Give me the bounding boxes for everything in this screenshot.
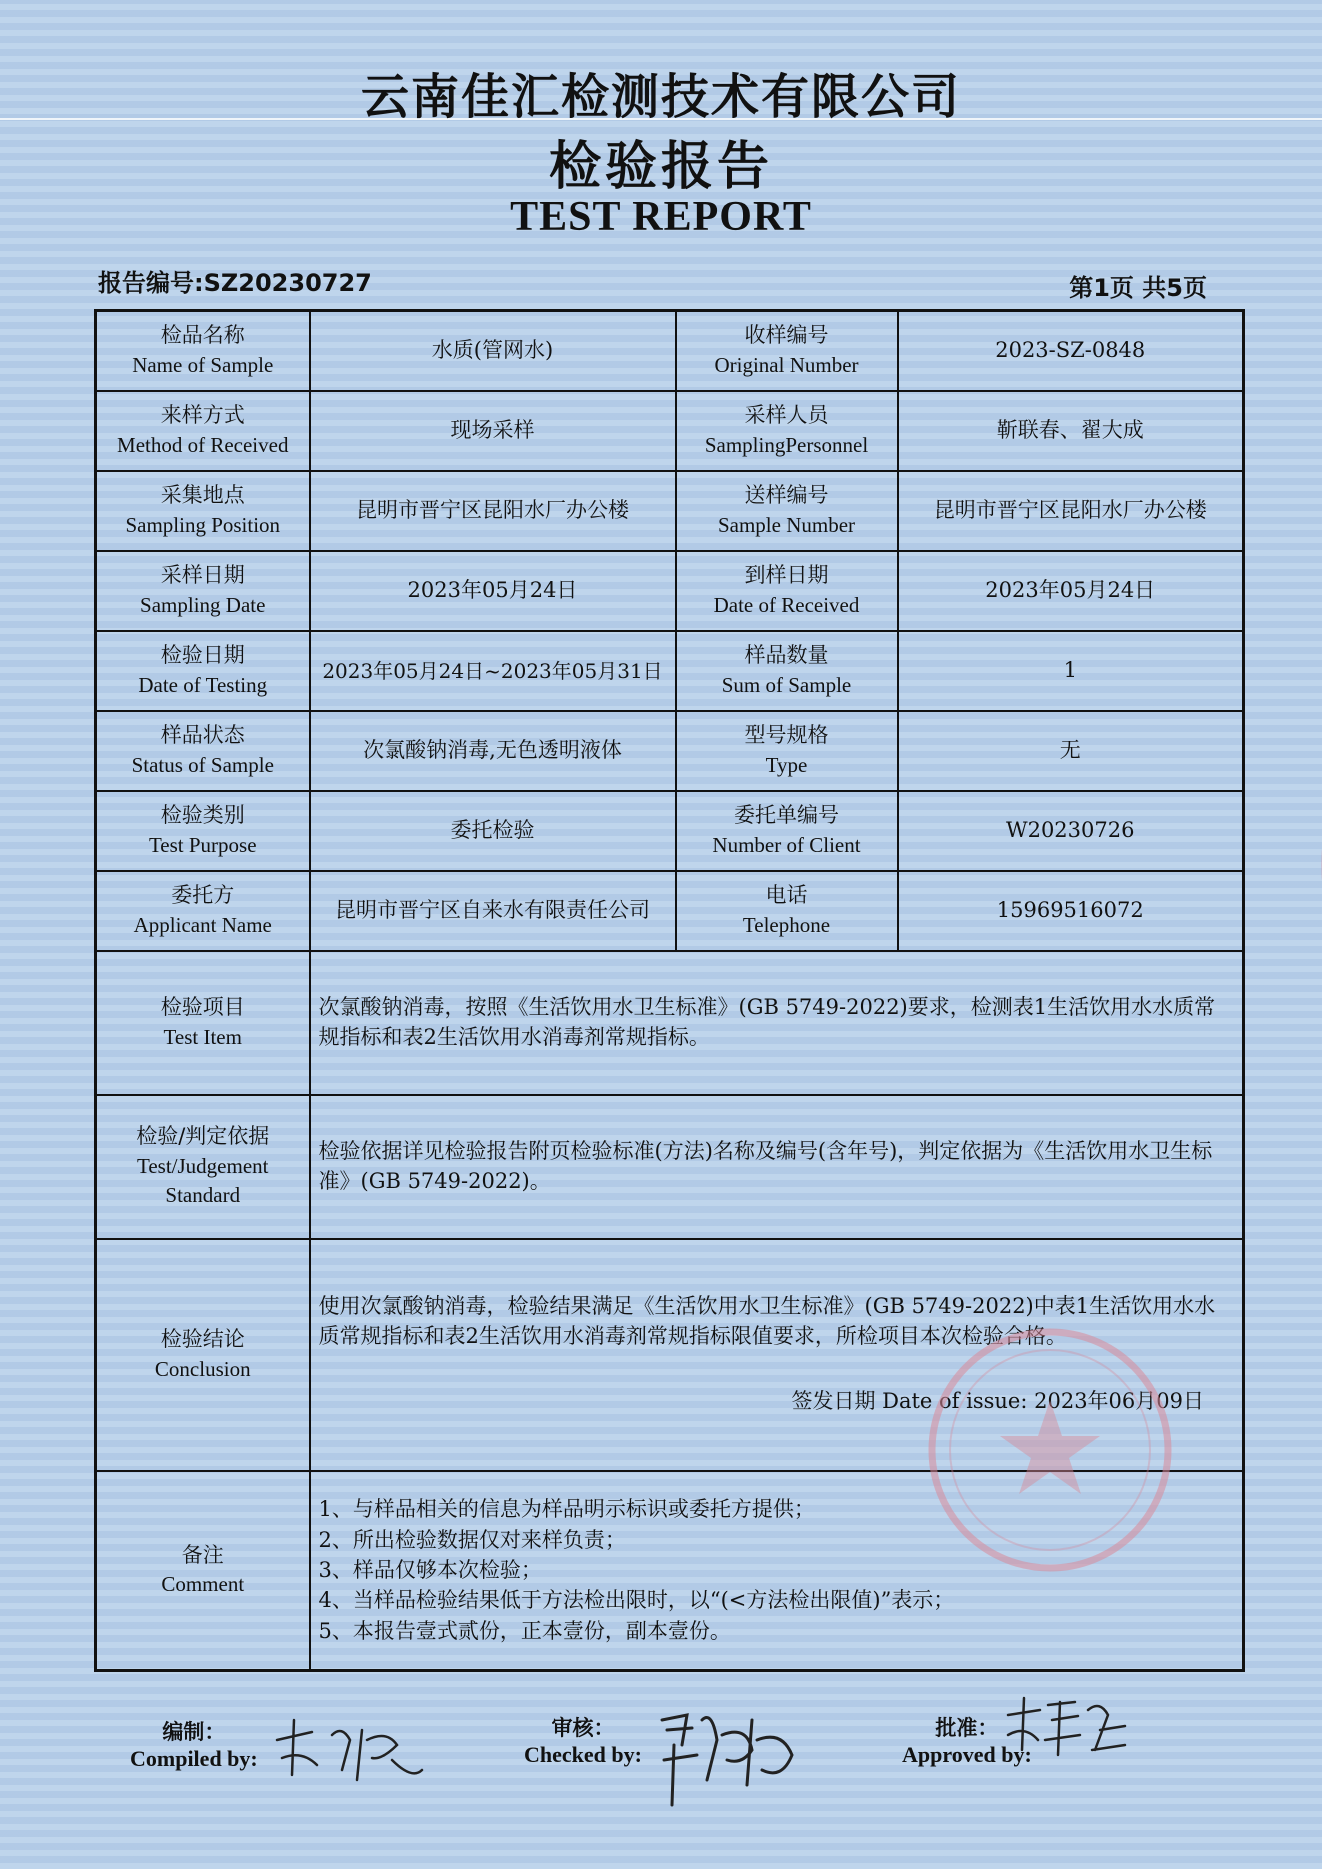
checked-by-label: 审核： Checked by: — [524, 1716, 642, 1767]
info-row — [96, 391, 1244, 471]
field-value: 2023年05月24日 — [898, 551, 1244, 631]
test-item-text: 次氯酸钠消毒，按照《生活饮用水卫生标准》(GB 5749-2022)要求，检测表1生活饮用水水质常规指标和表2生活饮用水消毒剂常规指标。 — [310, 951, 1244, 1095]
field-value: 2023年05月24日~2023年05月31日 — [310, 631, 676, 711]
compiled-signature — [272, 1710, 432, 1790]
compiled-by-label: 编制： Compiled by: — [130, 1720, 258, 1771]
approved-by-label: 批准： Approved by: — [902, 1716, 1032, 1767]
company-name: 云南佳汇检测技术有限公司 — [360, 69, 961, 125]
field-label: 送样编号 Sample Number — [676, 471, 898, 551]
official-seal-stamp — [920, 1320, 1180, 1580]
field-value: 无 — [898, 711, 1244, 791]
field-label: 样品状态 Status of Sample — [96, 711, 310, 791]
field-value: 15969516072 — [898, 871, 1244, 951]
standard-row — [96, 1095, 1244, 1239]
report-title: 检验报告 — [548, 137, 773, 197]
comment-label: 备注 Comment — [96, 1471, 310, 1671]
comment-item: 5、本报告壹式贰份，正本壹份，副本壹份。 — [318, 1618, 731, 1643]
comment-item: 3、样品仅够本次检验； — [318, 1558, 542, 1583]
field-label: 委托单编号 Number of Client — [676, 791, 898, 871]
field-label: 采集地点 Sampling Position — [96, 471, 310, 551]
field-value: 现场采样 — [310, 391, 676, 471]
field-value: 次氯酸钠消毒,无色透明液体 — [310, 711, 676, 791]
info-row — [96, 311, 1244, 391]
standard-label: 检验/判定依据 Test/Judgement Standard — [96, 1095, 310, 1239]
issue-date-label: 签发日期 Date of issue: — [791, 1389, 1028, 1414]
info-row — [96, 471, 1244, 551]
page-seal-edge — [1292, 740, 1322, 990]
report-title-en: TEST REPORT — [510, 194, 812, 240]
field-value: 水质(管网水) — [310, 311, 676, 391]
signature-row — [0, 1700, 1322, 1820]
field-label: 委托方 Applicant Name — [96, 871, 310, 951]
field-value: W20230726 — [898, 791, 1244, 871]
field-label: 采样人员 SamplingPersonnel — [676, 391, 898, 471]
field-value: 1 — [898, 631, 1244, 711]
field-value: 2023年05月24日 — [310, 551, 676, 631]
field-value: 昆明市晋宁区昆阳水厂办公楼 — [898, 471, 1244, 551]
comment-item: 2、所出检验数据仅对来样负责； — [318, 1527, 626, 1552]
comment-item: 4、当样品检验结果低于方法检出限时，以“(<方法检出限值)”表示； — [318, 1588, 955, 1613]
info-row — [96, 711, 1244, 791]
field-label: 采样日期 Sampling Date — [96, 551, 310, 631]
field-label: 样品数量 Sum of Sample — [676, 631, 898, 711]
comment-item: 1、与样品相关的信息为样品明示标识或委托方提供； — [318, 1497, 815, 1522]
field-label: 来样方式 Method of Received — [96, 391, 310, 471]
field-label: 到样日期 Date of Received — [676, 551, 898, 631]
page-number: 第1页 共5页 — [1069, 274, 1207, 302]
issue-date: 2023年06月09日 — [1034, 1389, 1204, 1414]
info-row — [96, 871, 1244, 951]
field-label: 检验日期 Date of Testing — [96, 631, 310, 711]
report-number: 报告编号:SZ20230727 — [98, 269, 372, 297]
conclusion-text: 使用次氯酸钠消毒，检验结果满足《生活饮用水卫生标准》(GB 5749-2022)中表1生活饮用水水质常规指标和表2生活饮用水消毒剂常规指标限值要求，所检项目本次检验合格。 — [318, 1294, 1216, 1348]
test-item-row — [96, 951, 1244, 1095]
field-label: 收样编号 Original Number — [676, 311, 898, 391]
approved-signature — [1000, 1690, 1130, 1770]
info-row — [96, 791, 1244, 871]
field-label: 电话 Telephone — [676, 871, 898, 951]
info-row — [96, 631, 1244, 711]
field-label: 检验类别 Test Purpose — [96, 791, 310, 871]
conclusion-label: 检验结论 Conclusion — [96, 1239, 310, 1471]
checked-signature — [652, 1700, 802, 1810]
standard-text: 检验依据详见检验报告附页检验标准(方法)名称及编号(含年号)，判定依据为《生活饮用水卫生标准》(GB 5749-2022)。 — [310, 1095, 1244, 1239]
field-label: 检品名称 Name of Sample — [96, 311, 310, 391]
field-value: 2023-SZ-0848 — [898, 311, 1244, 391]
field-value: 昆明市晋宁区自来水有限责任公司 — [310, 871, 676, 951]
test-item-label: 检验项目 Test Item — [96, 951, 310, 1095]
field-label: 型号规格 Type — [676, 711, 898, 791]
field-value: 委托检验 — [310, 791, 676, 871]
info-row — [96, 551, 1244, 631]
field-value: 昆明市晋宁区昆阳水厂办公楼 — [310, 471, 676, 551]
field-value: 靳联春、翟大成 — [898, 391, 1244, 471]
